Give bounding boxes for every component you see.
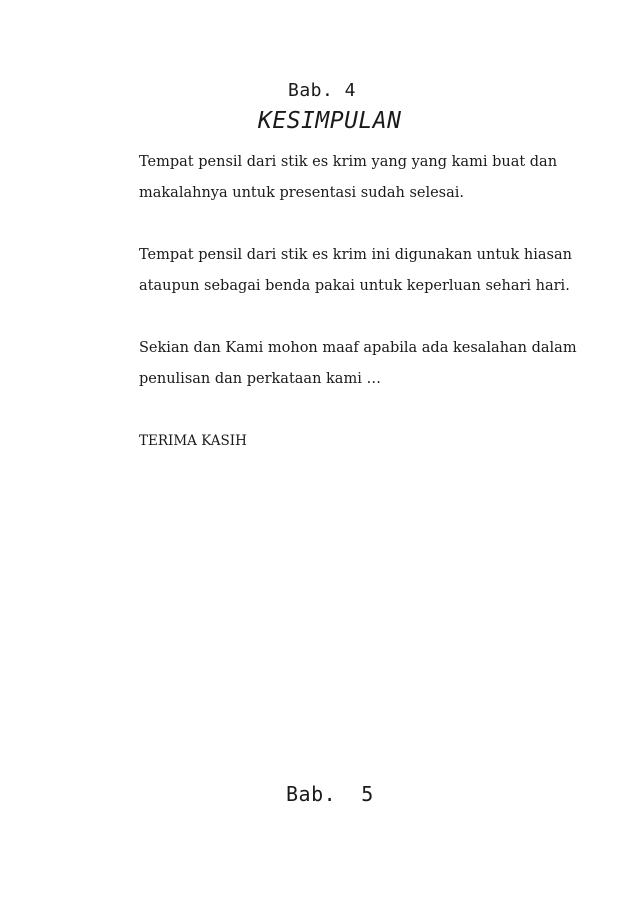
chapter-title: KESIMPULAN [258,108,402,134]
next-chapter-number: Bab. 5 [286,782,374,806]
chapter-number: Bab. 4 [288,80,357,101]
paragraph-line: Tempat pensil dari stik es krim yang yang kami buat dan [139,154,558,170]
paragraph-line: penulisan dan perkataan kami … [139,371,381,387]
closing-text: TERIMA KASIH [139,433,247,449]
paragraph-2 [139,240,579,302]
paragraph-1 [139,147,579,209]
paragraph-line: makalahnya untuk presentasi sudah selesai. [139,185,465,201]
paragraph-line: ataupun sebagai benda pakai untuk keperluan sehari hari. [139,278,570,294]
document-body [139,147,579,488]
paragraph-line: Sekian dan Kami mohon maaf apabila ada kesalahan dalam [139,340,577,356]
paragraph-3 [139,333,579,395]
paragraph-line: Tempat pensil dari stik es krim ini digunakan untuk hiasan [139,247,572,263]
